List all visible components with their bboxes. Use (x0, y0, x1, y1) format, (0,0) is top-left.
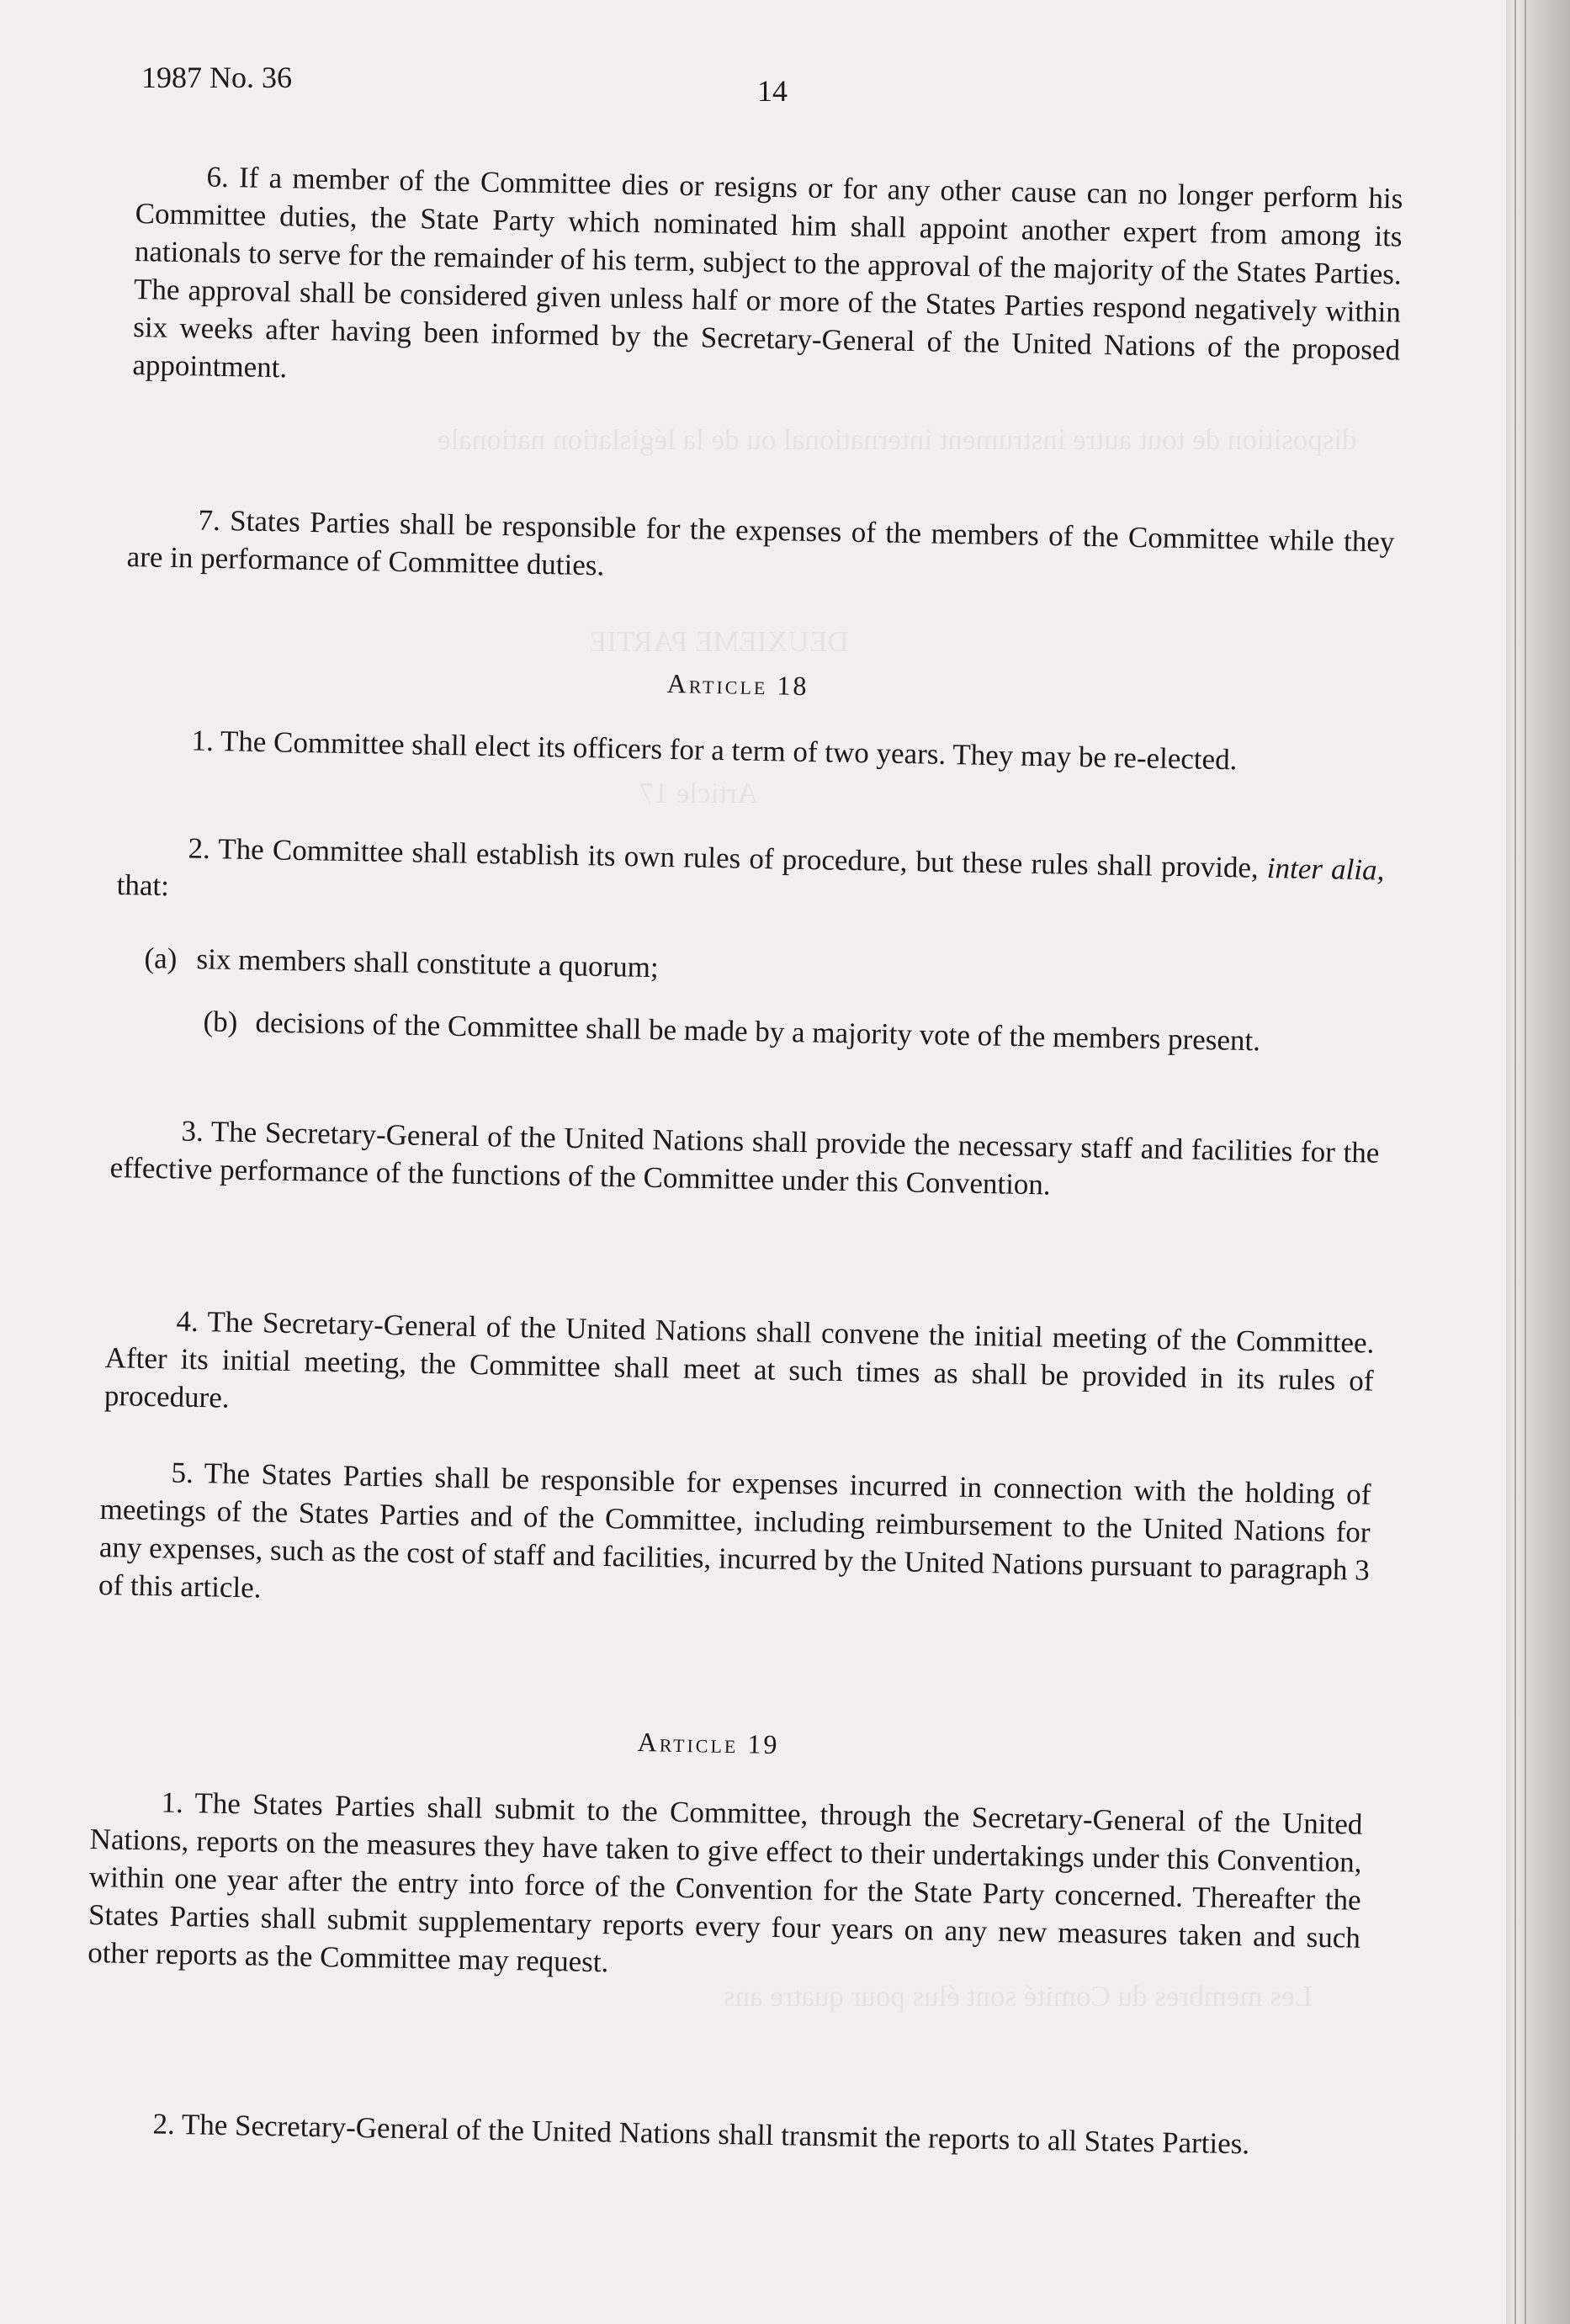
document-number: 1987 No. 36 (141, 61, 292, 94)
paragraph-text: 7. States Parties shall be responsible for the expenses of the members of the Committee while they are in performance of Committee duties. (126, 503, 1395, 582)
paragraph-text: 5. The States Parties shall be responsible for expenses incurred in connection with the holding of meetings of the States Parties and of the Committee, including reimbursement to the United Nations for any expenses, such as the cost of staff and facilities, incurred by the United Nations pursuant to paragraph 3 of this article. (98, 1456, 1371, 1605)
article-18-paragraph-5 (98, 1452, 1371, 1627)
paragraph-lead: 2. The Committee shall establish its own rules of procedure, but these rules shall provide, (188, 831, 1268, 885)
article-19-paragraph-1 (88, 1782, 1363, 1995)
bleed-through-text: disposition de tout autre instrument international ou de la législation nationale (438, 423, 1357, 456)
article-18-heading: Article 18 (666, 668, 809, 702)
item-label: (a) (144, 941, 178, 975)
paragraph-tail: that: (116, 868, 170, 903)
item-text: decisions of the Committee shall be made by a majority vote of the members present. (255, 1005, 1261, 1058)
paragraph-text: 2. The Secretary-General of the United Nations shall transmit the reports to all States Parties. (152, 2107, 1250, 2161)
page-edge-line (1514, 0, 1516, 2324)
paragraph-6 (132, 157, 1403, 407)
paragraph-text: 3. The Secretary-General of the United Nations shall provide the necessary staff and facilities for the effective performance of the functions of the Committee under this Convention. (109, 1114, 1380, 1202)
bleed-through-text: Article 17 (639, 777, 758, 809)
article-19-heading: Article 19 (637, 1727, 780, 1760)
page-edge-line (1525, 0, 1526, 2324)
paragraph-text: 1. The Committee shall elect its officers for a term of two years. They may be re-elected. (191, 724, 1238, 777)
bleed-through-text: DEUXIEME PARTIE (589, 625, 849, 658)
article-18-paragraph-4 (104, 1301, 1375, 1438)
paragraph-text: 1. The States Parties shall submit to the Committee, through the Secretary-General of the United Nations, reports on the measures they have taken to give effect to their undertakings under this Convention, within one year after the entry into force of the Convention for the State Party concerned. Thereafter the States Parties shall submit supplementary reports every four years on any new measures taken and such other reports as the Committee may request. (87, 1785, 1363, 1979)
latin-phrase: inter alia, (1266, 852, 1385, 887)
page-number: 14 (757, 74, 788, 108)
paragraph-text: 4. The Secretary-General of the United Nations shall convene the initial meeting of the Committee. After its initial meeting, the Committee shall meet at such times as shall be provided in its rules of procedure. (103, 1304, 1375, 1414)
paragraph-text: 6. If a member of the Committee dies or resigns or for any other cause can no longer perform his Committee duties, the State Party which nominated him shall appoint another expert from among its nationals to serve for the remainder of his term, subject to the approval of the majority of the States Parties. The approval shall be considered given unless half or more of the States Parties respond negatively within six weeks after having been informed by the Secretary-General of the United Nations of the proposed appointment. (132, 160, 1403, 385)
bleed-through-text: Les membres du Comité sont élus pour quatre ans (724, 1980, 1313, 2013)
item-label: (b) (203, 1005, 238, 1039)
item-text: six members shall constitute a quorum; (196, 942, 660, 984)
